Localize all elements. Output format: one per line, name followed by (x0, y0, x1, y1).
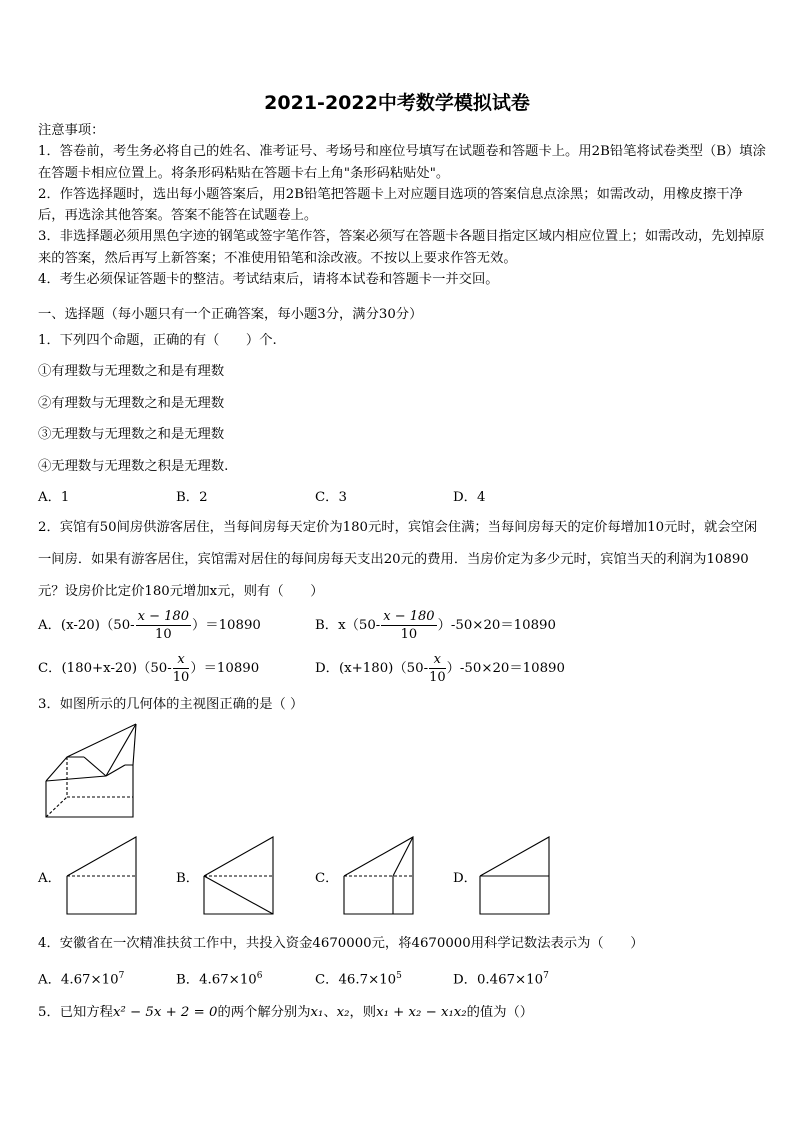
q3-option-d-figure (479, 836, 551, 916)
q2-a-prefix: A．(x-20)（50- (38, 618, 135, 633)
note-item: 2．作答选择题时，选出每小题答案后，用2B铅笔把答题卡上对应题目选项的答案信息点涂黑；如需改动，用橡皮擦干净后，再选涂其他答案。答案不能答在试题卷上。 (38, 186, 743, 224)
q3-solid-figure (40, 720, 140, 820)
notes-block (38, 120, 768, 290)
note-item: 4．考生必须保证答题卡的整洁。考试结束后，请将本试卷和答题卡一并交回。 (38, 272, 499, 288)
q3-option-b-figure (203, 836, 275, 916)
q2-option-a (38, 608, 261, 643)
q5-prefix: 5．已知方程 (38, 1005, 113, 1020)
q5-suffix: 的值为（） (466, 1005, 534, 1020)
q1-prop: ②有理数与无理数之和是无理数 (38, 396, 225, 411)
q4-b-exponent: 6 (256, 971, 263, 981)
q5-equation: x² − 5x + 2 = 0 (112, 1005, 218, 1020)
q5-middle-2: ，则 (349, 1005, 377, 1020)
q4-b-mantissa: B．4.67×10 (176, 972, 257, 988)
q2-d-suffix: ）-50×20＝10890 (446, 661, 565, 676)
q5-stem (38, 1003, 533, 1023)
note-item: 1．答卷前，考生务必将自己的姓名、准考证号、考场号和座位号填写在试题卷和答题卡上。用2B铅笔将试卷类型（B）填涂在答题卡相应位置上。将条形码粘贴在答题卡右上角"条形码粘贴处"。 (38, 144, 766, 181)
q2-c-suffix: ）＝10890 (190, 661, 260, 676)
q5-middle: 的两个解分别为 (217, 1005, 311, 1020)
q4-stem: 4．安徽省在一次精准扶贫工作中，共投入资金4670000元，将4670000用科学记数法表示为（ ） (38, 936, 644, 951)
q2-d-prefix: D．(x+180)（50- (315, 661, 429, 676)
q4-option-a (38, 966, 124, 990)
q4-d-mantissa: D．0.467×10 (453, 972, 544, 988)
q2-c-numerator: x (173, 651, 190, 669)
q1-prop: ①有理数与无理数之和是有理数 (38, 364, 225, 379)
q4-option-b (176, 966, 262, 990)
q3-option-d-label: D． (453, 871, 477, 886)
exam-title: 2021-2022中考数学模拟试卷 (264, 92, 530, 114)
q2-stem: 2．宾馆有50间房供游客居住，当每间房每天定价为180元时，宾馆会住满；当每间房每天的定价每增加10元时，就会空闲一间房．如果有游客居住，宾馆需对居住的每间房每天支出20元的费用．当房价定为多少元时，宾馆当天的利润为10890元？设房价比定价180元增加x元，则有（ ） (38, 520, 758, 599)
q2-a-suffix: ）＝10890 (191, 618, 261, 633)
q4-a-mantissa: A．4.67×10 (38, 972, 119, 988)
q3-option-c-label: C． (315, 871, 339, 886)
section-heading: 一、选择题（每小题只有一个正确答案，每小题3分，满分30分） (38, 307, 423, 322)
q3-stem: 3．如图所示的几何体的主视图正确的是（ ） (38, 697, 304, 712)
q2-c-prefix: C．(180+x-20)（50- (38, 661, 172, 676)
q4-c-exponent: 5 (396, 971, 402, 981)
q3-option-a-label: A． (38, 871, 61, 886)
q1-prop: ④无理数与无理数之积是无理数. (38, 459, 229, 474)
q1-prop: ③无理数与无理数之和是无理数 (38, 427, 225, 442)
q2-option-d (315, 651, 565, 686)
q5-root-1: x₁ (310, 1005, 324, 1020)
q2-a-numerator: x − 180 (137, 609, 189, 624)
q2-c-fraction (173, 651, 190, 686)
q2-b-denominator: 10 (400, 627, 418, 642)
q2-d-fraction (429, 651, 446, 686)
q5-separator: 、 (323, 1005, 337, 1020)
q4-a-exponent: 7 (118, 971, 125, 981)
q4-option-d (453, 966, 549, 990)
q2-d-denominator: 10 (429, 670, 446, 685)
q2-b-fraction (381, 608, 436, 643)
q1-option-a: A．1 (38, 490, 70, 505)
q1-option-d: D．4 (453, 490, 486, 505)
q1-option-b: B．2 (176, 490, 208, 505)
q4-d-exponent: 7 (543, 971, 549, 981)
q5-expression: x₁ + x₂ − x₁x₂ (376, 1005, 467, 1020)
q2-a-denominator: 10 (155, 627, 172, 642)
q2-b-prefix: B．x（50- (315, 618, 381, 633)
notes-heading: 注意事项： (38, 123, 105, 138)
q2-b-suffix: ）-50×20＝10890 (437, 618, 556, 633)
q1-stem: 1．下列四个命题，正确的有（ ）个. (38, 333, 277, 348)
note-item: 3．非选择题必须用黑色字迹的钢笔或签字笔作答，答案必须写在答题卡各题目指定区域内相应位置上；如需改动，先划掉原来的答案，然后再写上新答案；不准使用铅笔和涂改液。不按以上要求作答无效。 (38, 229, 765, 266)
q3-option-c-figure (343, 836, 415, 916)
q2-c-denominator: 10 (172, 670, 190, 685)
q2-d-numerator: x (429, 651, 446, 669)
q4-option-c (315, 966, 402, 990)
q2-option-b (315, 608, 556, 643)
q2-a-fraction (136, 608, 191, 643)
q2-b-numerator: x − 180 (383, 609, 435, 624)
q3-option-a-figure (66, 836, 138, 916)
q3-option-b-label: B． (176, 871, 200, 886)
q4-c-mantissa: C．46.7×10 (315, 972, 397, 988)
q1-option-c: C．3 (315, 490, 347, 505)
q5-root-2: x₂ (336, 1005, 350, 1020)
q2-option-c (38, 651, 259, 686)
